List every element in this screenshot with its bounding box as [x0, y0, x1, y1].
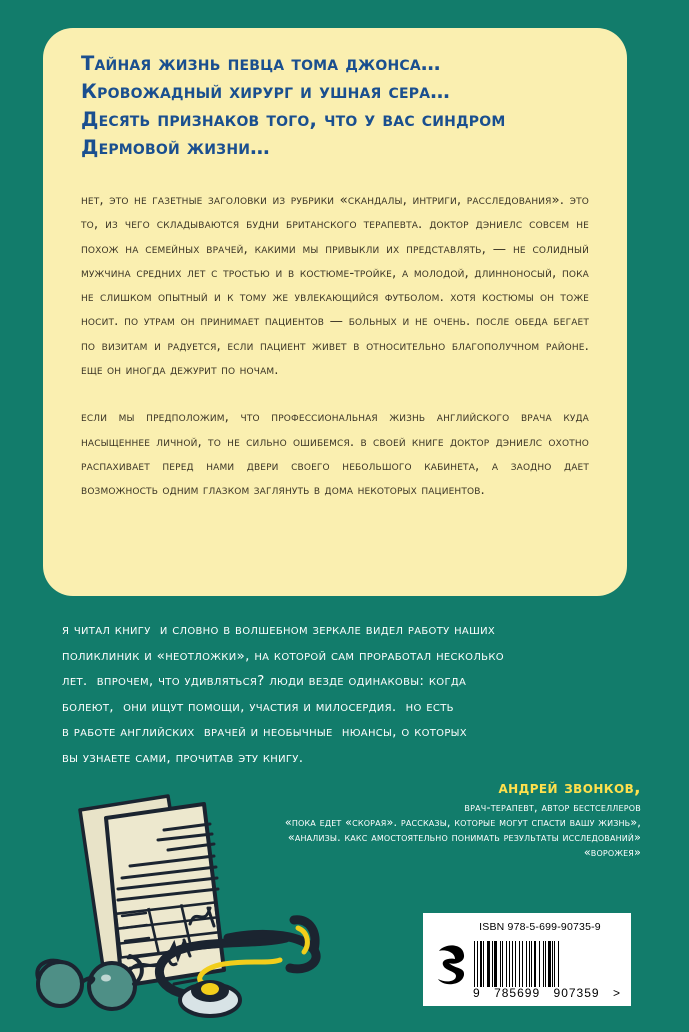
- blurb-paragraph-1: нет, это не газетные заголовки из рубрики «скандалы, интриги, расследования». это то, из чего складываются будни британского терапевта. доктор дэниелс совсем не похож на семейных врачей, какими мы привыкли их представлять, — не солидный мужчина средних лет с тростью и в костюме-тройке, а молодой, длинноносый, пока не слишком опытный и к тому же увлекающийся футболом. хотя костюмы он тоже носит. по утрам он принимает пациентов — больных и не очень. после обеда бегает по визитам и радуется, если пациент живет в относительно благополучном районе. еще он иногда дежурит по ночам.: [81, 193, 589, 379]
- barcode-row: [431, 935, 623, 987]
- testimonial-line-5: в работе английских врачей и необычные нюансы, о которых: [62, 724, 467, 740]
- barcode-block: [423, 913, 631, 1006]
- author-role: врач-терапевт, автор бестселлеров: [464, 801, 641, 814]
- ean-group-2: 907359: [553, 986, 600, 1000]
- barcode-bars: [474, 941, 623, 987]
- testimonial-line-4: болеют, они ищут помощи, участия и милосердия. но есть: [62, 698, 454, 715]
- testimonial-line-6: вы узнаете сами, прочитав эту книгу.: [62, 749, 304, 766]
- ean-group-1: 785699: [494, 986, 541, 1000]
- headline-line-2: Кровожадный хирург и ушная сера…: [81, 80, 450, 103]
- author-work-1: «пока едет «скорая». рассказы, которые могут спасти вашу жизнь»,: [284, 816, 641, 829]
- testimonial-block: [62, 618, 638, 771]
- author-work-3: «ворожея»: [583, 846, 641, 859]
- headline-line-1: Тайная жизнь певца тома джонса…: [81, 52, 441, 75]
- headline-line-3: Десять признаков того, что у вас синдром: [81, 108, 506, 131]
- ean-digits: [431, 986, 623, 1000]
- annotation-card: [43, 28, 627, 596]
- headline-line-4: Дермовой жизни…: [81, 136, 270, 159]
- isbn-text: ISBN 978-5-699-90735-9: [479, 921, 601, 933]
- blurb-paragraph-2: если мы предположим, что профессиональная жизнь английского врача куда насыщеннее личной, то не сильно ошибемся. в своей книге доктор дэниелс охотно распахивает перед нами двери своего небольшого кабинета, а заодно дает возможность одним глазком заглянуть в дома некоторых пациентов.: [81, 410, 589, 499]
- author-work-2: «анализы. какс амостоятельно понимать результаты исследований»: [287, 831, 641, 844]
- testimonial-line-1: я читал книгу и словно в волшебном зеркале видел работу наших: [62, 622, 496, 638]
- ean-right-marker: >: [612, 986, 621, 1000]
- ean-left-digit: 9: [473, 986, 481, 1000]
- testimonial-line-2: поликлиник и «неотложки», на которой сам проработал несколько: [62, 647, 504, 664]
- headline-block: [81, 50, 589, 162]
- cover-illustration: [18, 788, 358, 1028]
- author-name: андрей звонков,: [498, 778, 641, 798]
- testimonial-line-3: лет. впрочем, что удивляться? люди везде одинаковы: когда: [62, 673, 467, 689]
- eksmo-e-logo: [431, 941, 471, 987]
